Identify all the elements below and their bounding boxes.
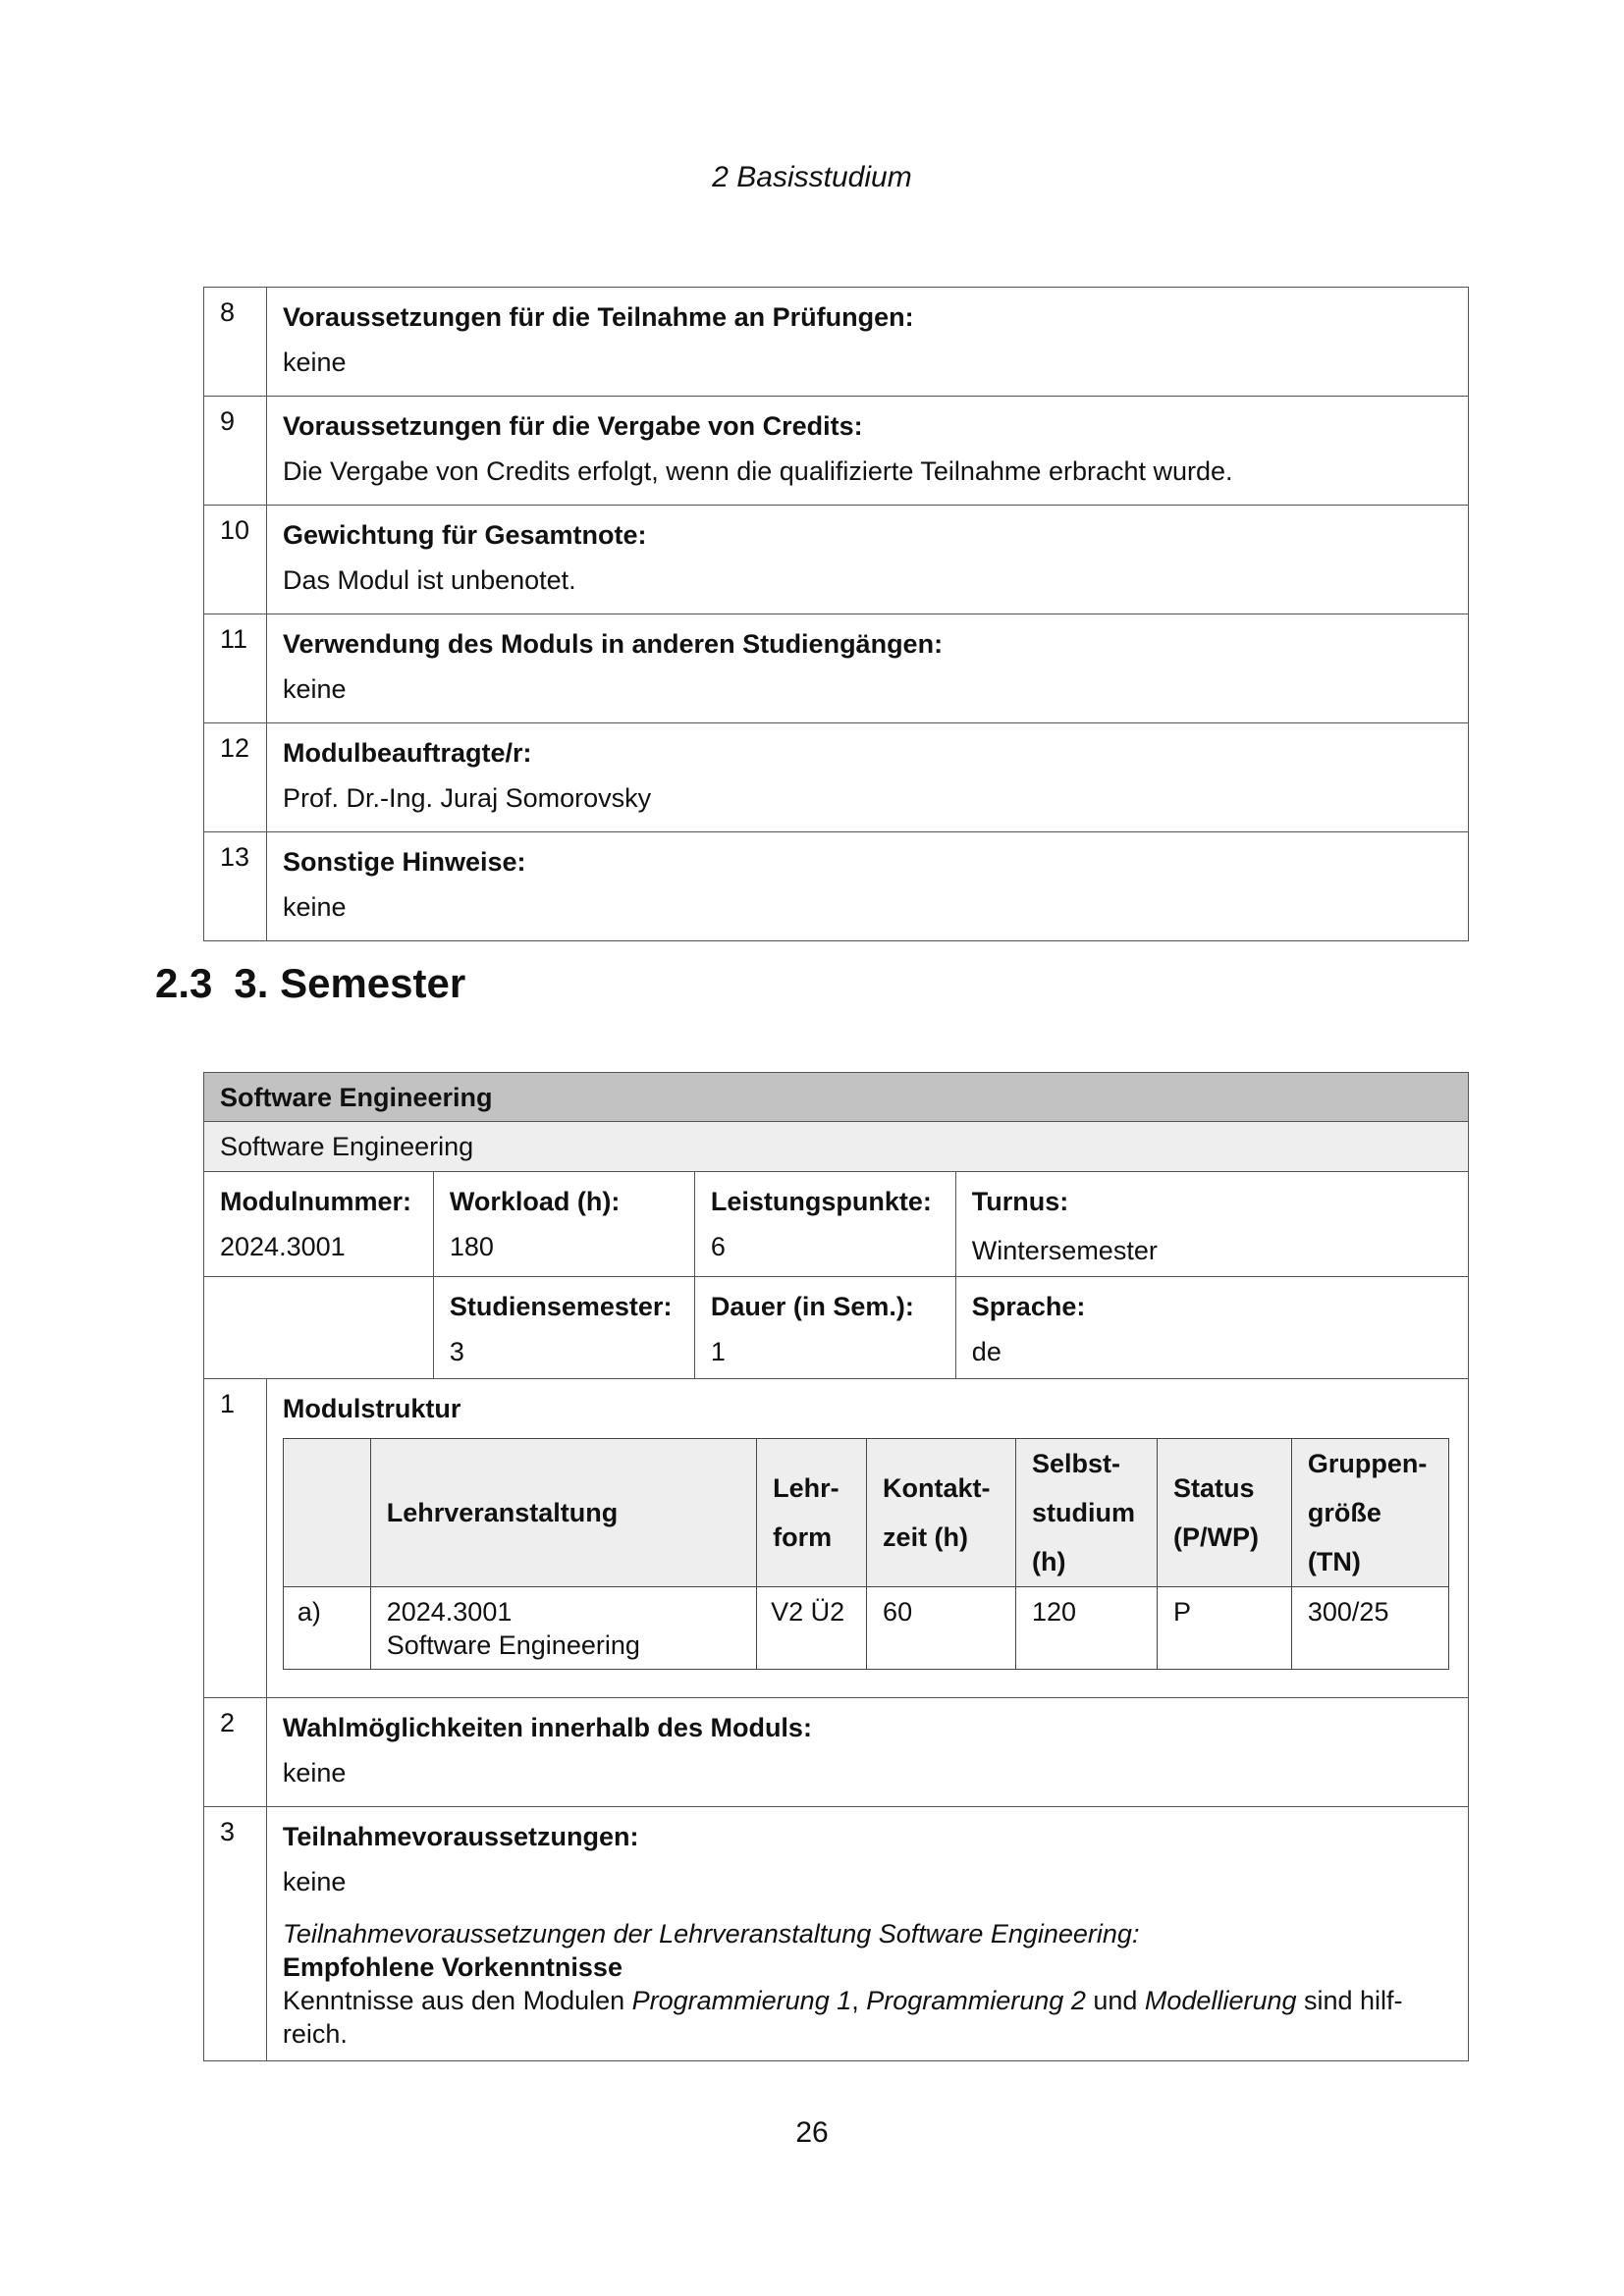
header-status (1157, 1439, 1291, 1587)
leistungspunkte-value: 6 (710, 1232, 726, 1261)
wahlmoeglichkeiten-label: Wahlmöglichkeiten innerhalb des Moduls: (282, 1713, 812, 1742)
row-number: 2 (204, 1698, 267, 1807)
row-number: 3 (204, 1807, 267, 2061)
modulnummer-cell (204, 1172, 434, 1277)
modulstruktur-table (283, 1438, 1449, 1670)
section-title: 3. Semester (234, 960, 466, 1006)
wahlmoeglichkeiten-value: keine (282, 1758, 347, 1788)
table-row (204, 832, 1469, 941)
header-text: Gruppen- (1307, 1449, 1428, 1478)
module-subtitle: Software Engineering (204, 1122, 1469, 1172)
teilnahme-note (283, 1917, 1456, 2051)
workload-label: Workload (h): (449, 1187, 621, 1216)
table-row (204, 288, 1469, 397)
text-part: , (851, 1986, 867, 2015)
row-number: 8 (204, 288, 267, 397)
header-text: Status (1172, 1473, 1255, 1503)
row-value: Prof. Dr.-Ing. Juraj Somorovsky (283, 783, 652, 813)
teilnahmevoraussetzungen-content (266, 1807, 1468, 2061)
header-lehrform (757, 1439, 867, 1587)
module-meta-row (204, 1172, 1469, 1277)
module-ref: Modellierung (1144, 1986, 1297, 2015)
section-number: 2.3 (155, 960, 213, 1006)
row-content (267, 397, 1469, 506)
row-value: keine (283, 674, 347, 704)
text-part: sind hilf- (1296, 1986, 1403, 2015)
row-content (267, 832, 1469, 941)
module-table (203, 1072, 1469, 2061)
row-number: 12 (204, 723, 267, 832)
sprache-label: Sprache: (971, 1292, 1086, 1321)
row-content (267, 614, 1469, 723)
turnus-cell (955, 1172, 1468, 1277)
wahlmoeglichkeiten-content (266, 1698, 1468, 1807)
row-number: 10 (204, 506, 267, 614)
header-text: zeit (h) (883, 1522, 969, 1552)
leistungspunkte-cell (694, 1172, 955, 1277)
row-label: Voraussetzungen für die Teilnahme an Prüfungen: (283, 302, 914, 332)
studiensemester-cell (433, 1277, 694, 1379)
cell-selbststudium: 120 (1016, 1587, 1158, 1670)
header-empty (283, 1439, 370, 1587)
studiensemester-label: Studiensemester: (449, 1292, 673, 1321)
row-number: 11 (204, 614, 267, 723)
cell-kontaktzeit: 60 (867, 1587, 1016, 1670)
workload-cell (433, 1172, 694, 1277)
turnus-value: Wintersemester (971, 1236, 1158, 1265)
modulnummer-label: Modulnummer: (220, 1187, 411, 1216)
table-row (204, 723, 1469, 832)
running-head: 2 Basisstudium (712, 161, 912, 193)
row-label: Sonstige Hinweise: (283, 847, 526, 877)
text-part: reich. (282, 2019, 348, 2049)
header-text: (h) (1032, 1547, 1066, 1576)
row-value: Das Modul ist unbenotet. (283, 565, 576, 595)
table-header-row (283, 1439, 1448, 1587)
header-kontaktzeit (867, 1439, 1016, 1587)
header-lehrveranstaltung: Lehrveranstaltung (370, 1439, 756, 1587)
header-text: (P/WP) (1172, 1522, 1259, 1552)
sprache-value: de (971, 1337, 1001, 1366)
section-heading (155, 960, 465, 1007)
cell-lehrveranstaltung (370, 1587, 756, 1670)
module-ref: Programmierung 2 (866, 1986, 1086, 2015)
text-part: und (1085, 1986, 1145, 2015)
dauer-value: 1 (710, 1337, 726, 1366)
lv-nummer: 2024.3001 (386, 1597, 513, 1627)
teilnahmevoraussetzungen-label: Teilnahmevoraussetzungen: (282, 1822, 639, 1851)
header-text: form (773, 1522, 833, 1552)
empfohlene-vorkenntnisse-label: Empfohlene Vorkenntnisse (282, 1952, 623, 1982)
turnus-label: Turnus: (971, 1187, 1069, 1216)
row-content (267, 506, 1469, 614)
row-content (267, 288, 1469, 397)
studiensemester-value: 3 (449, 1337, 464, 1366)
cell-lehrform: V2 Ü2 (757, 1587, 867, 1670)
modulstruktur-row (204, 1379, 1469, 1698)
workload-value: 180 (449, 1232, 494, 1261)
dauer-label: Dauer (in Sem.): (710, 1292, 914, 1321)
row-number: 13 (204, 832, 267, 941)
vorkenntnisse-text (283, 1984, 1456, 2051)
row-label: Voraussetzungen für die Vergabe von Credits: (283, 411, 863, 441)
table-row (283, 1587, 1448, 1670)
note-heading: Teilnahmevoraussetzungen der Lehrveranstaltung Software Engineering: (282, 1919, 1140, 1949)
row-value: Die Vergabe von Credits erfolgt, wenn die qualifizierte Teilnahme erbracht wurde. (283, 456, 1233, 486)
wahlmoeglichkeiten-row (204, 1698, 1469, 1807)
table-row (204, 397, 1469, 506)
header-text: Kontakt- (883, 1473, 991, 1503)
row-label: Modulbeauftragte/r: (283, 738, 532, 768)
header-text: größe (1307, 1498, 1381, 1527)
row-value: keine (283, 892, 347, 922)
table-row (204, 506, 1469, 614)
lv-name: Software Engineering (386, 1630, 640, 1660)
modulnummer-value: 2024.3001 (220, 1232, 346, 1261)
module-details-table-continued (203, 287, 1469, 941)
row-label: Gewichtung für Gesamtnote: (283, 520, 647, 550)
header-selbststudium (1016, 1439, 1158, 1587)
header-text: Selbst- (1032, 1449, 1121, 1478)
row-number: 1 (204, 1379, 267, 1698)
modulstruktur-content (266, 1379, 1468, 1698)
sprache-cell (955, 1277, 1468, 1379)
teilnahmevoraussetzungen-row (204, 1807, 1469, 2061)
header-gruppengroesse (1291, 1439, 1448, 1587)
module-meta-row (204, 1277, 1469, 1379)
row-content (267, 723, 1469, 832)
cell-status: P (1157, 1587, 1291, 1670)
module-title-row (204, 1073, 1469, 1122)
module-ref: Programmierung 1 (631, 1986, 852, 2015)
teilnahmevoraussetzungen-value: keine (282, 1867, 347, 1896)
header-text: Lehr- (773, 1473, 839, 1503)
cell-index: a) (283, 1587, 370, 1670)
row-number: 9 (204, 397, 267, 506)
row-value: keine (283, 347, 347, 377)
leistungspunkte-label: Leistungspunkte: (710, 1187, 932, 1216)
module-title: Software Engineering (204, 1073, 1469, 1122)
header-text: (TN) (1307, 1547, 1361, 1576)
row-label: Verwendung des Moduls in anderen Studiengängen: (283, 629, 944, 659)
module-subtitle-row (204, 1122, 1469, 1172)
header-text: studium (1032, 1498, 1135, 1527)
dauer-cell (694, 1277, 955, 1379)
table-row (204, 614, 1469, 723)
modulstruktur-label: Modulstruktur (282, 1394, 461, 1423)
text-part: Kenntnisse aus den Modulen (282, 1986, 632, 2015)
page-number: 26 (795, 2116, 829, 2149)
empty-cell (204, 1277, 434, 1379)
cell-gruppengroesse: 300/25 (1291, 1587, 1448, 1670)
